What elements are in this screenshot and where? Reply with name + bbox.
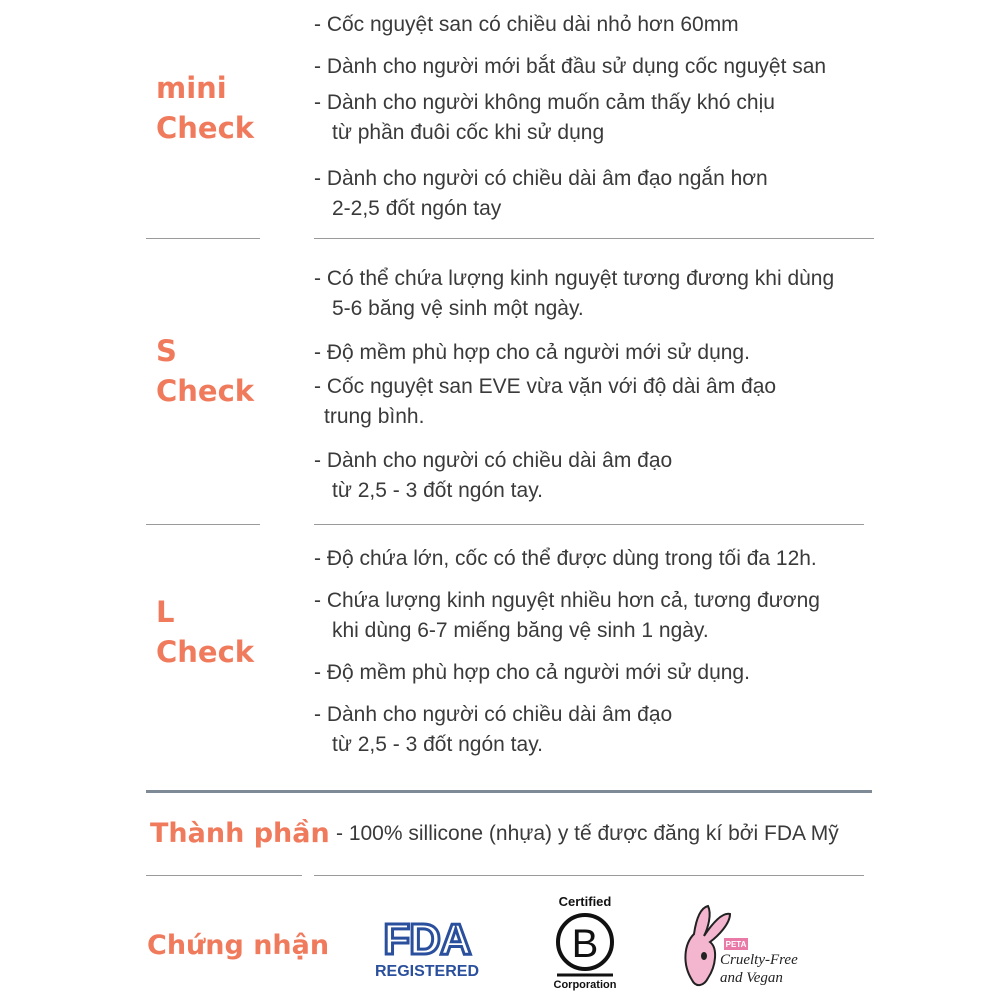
peta-line1: Cruelty-Free	[720, 952, 798, 968]
list-item: - Độ mềm phù hợp cho cả người mới sử dụng.	[314, 341, 750, 364]
divider	[314, 238, 874, 239]
size-check: Check	[156, 111, 255, 145]
bcorp-icon	[548, 893, 622, 991]
list-item: - Dành cho người có chiều dài âm đạo từ 2,5 - 3 đốt ngón tay.	[314, 449, 673, 502]
bcorp-letter: B	[571, 922, 599, 966]
list-item: - Chứa lượng kinh nguyệt nhiều hơn cả, tương đương khi dùng 6-7 miếng băng vệ sinh 1 ngày.	[314, 589, 820, 642]
bcorp-bottom-text: Corporation	[553, 979, 617, 991]
fda-icon	[370, 912, 485, 980]
list-item: - Độ chứa lớn, cốc có thể được dùng trong tối đa 12h.	[314, 547, 817, 570]
bunny-icon	[678, 904, 808, 994]
section-divider	[146, 790, 872, 793]
size-label-s	[156, 331, 254, 411]
fda-registered-logo	[370, 912, 485, 980]
ingredients-text: - 100% sillicone (nhựa) y tế được đăng kí bởi FDA Mỹ	[336, 822, 839, 845]
divider	[314, 524, 864, 525]
list-item: - Độ mềm phù hợp cho cả người mới sử dụng.	[314, 661, 750, 684]
list-item: - Dành cho người có chiều dài âm đạo ngắn hơn 2-2,5 đốt ngón tay	[314, 167, 768, 220]
size-name: L	[156, 595, 175, 629]
certification-label: Chứng nhận	[147, 930, 330, 961]
divider	[146, 524, 260, 525]
fda-text: FDA	[383, 915, 471, 964]
divider	[146, 875, 302, 876]
divider	[146, 238, 260, 239]
list-item: - Dành cho người mới bắt đầu sử dụng cốc nguyệt san	[314, 55, 827, 78]
fda-registered-text: REGISTERED	[374, 963, 480, 980]
size-label-l	[156, 592, 254, 672]
size-check: Check	[156, 374, 255, 408]
list-item: - Cốc nguyệt san EVE vừa vặn với độ dài âm đạo trung bình.	[314, 375, 777, 428]
size-name: S	[156, 334, 177, 368]
peta-line2: and Vegan	[720, 970, 783, 986]
size-name: mini	[156, 71, 227, 105]
bcorp-top-text: Certified	[558, 894, 612, 909]
list-item: - Dành cho người không muốn cảm thấy khó chịu từ phần đuôi cốc khi sử dụng	[314, 91, 775, 144]
peta-cruelty-free-logo	[678, 904, 808, 994]
size-check: Check	[156, 635, 255, 669]
list-item: - Cốc nguyệt san có chiều dài nhỏ hơn 60mm	[314, 13, 739, 36]
size-label-mini	[156, 68, 254, 148]
bcorp-logo	[548, 893, 622, 991]
peta-badge: PETA	[725, 940, 747, 949]
list-item: - Có thể chứa lượng kinh nguyệt tương đương khi dùng 5-6 băng vệ sinh một ngày.	[314, 267, 835, 320]
ingredients-label: Thành phần	[150, 818, 330, 849]
divider	[314, 875, 864, 876]
list-item: - Dành cho người có chiều dài âm đạo từ 2,5 - 3 đốt ngón tay.	[314, 703, 673, 756]
